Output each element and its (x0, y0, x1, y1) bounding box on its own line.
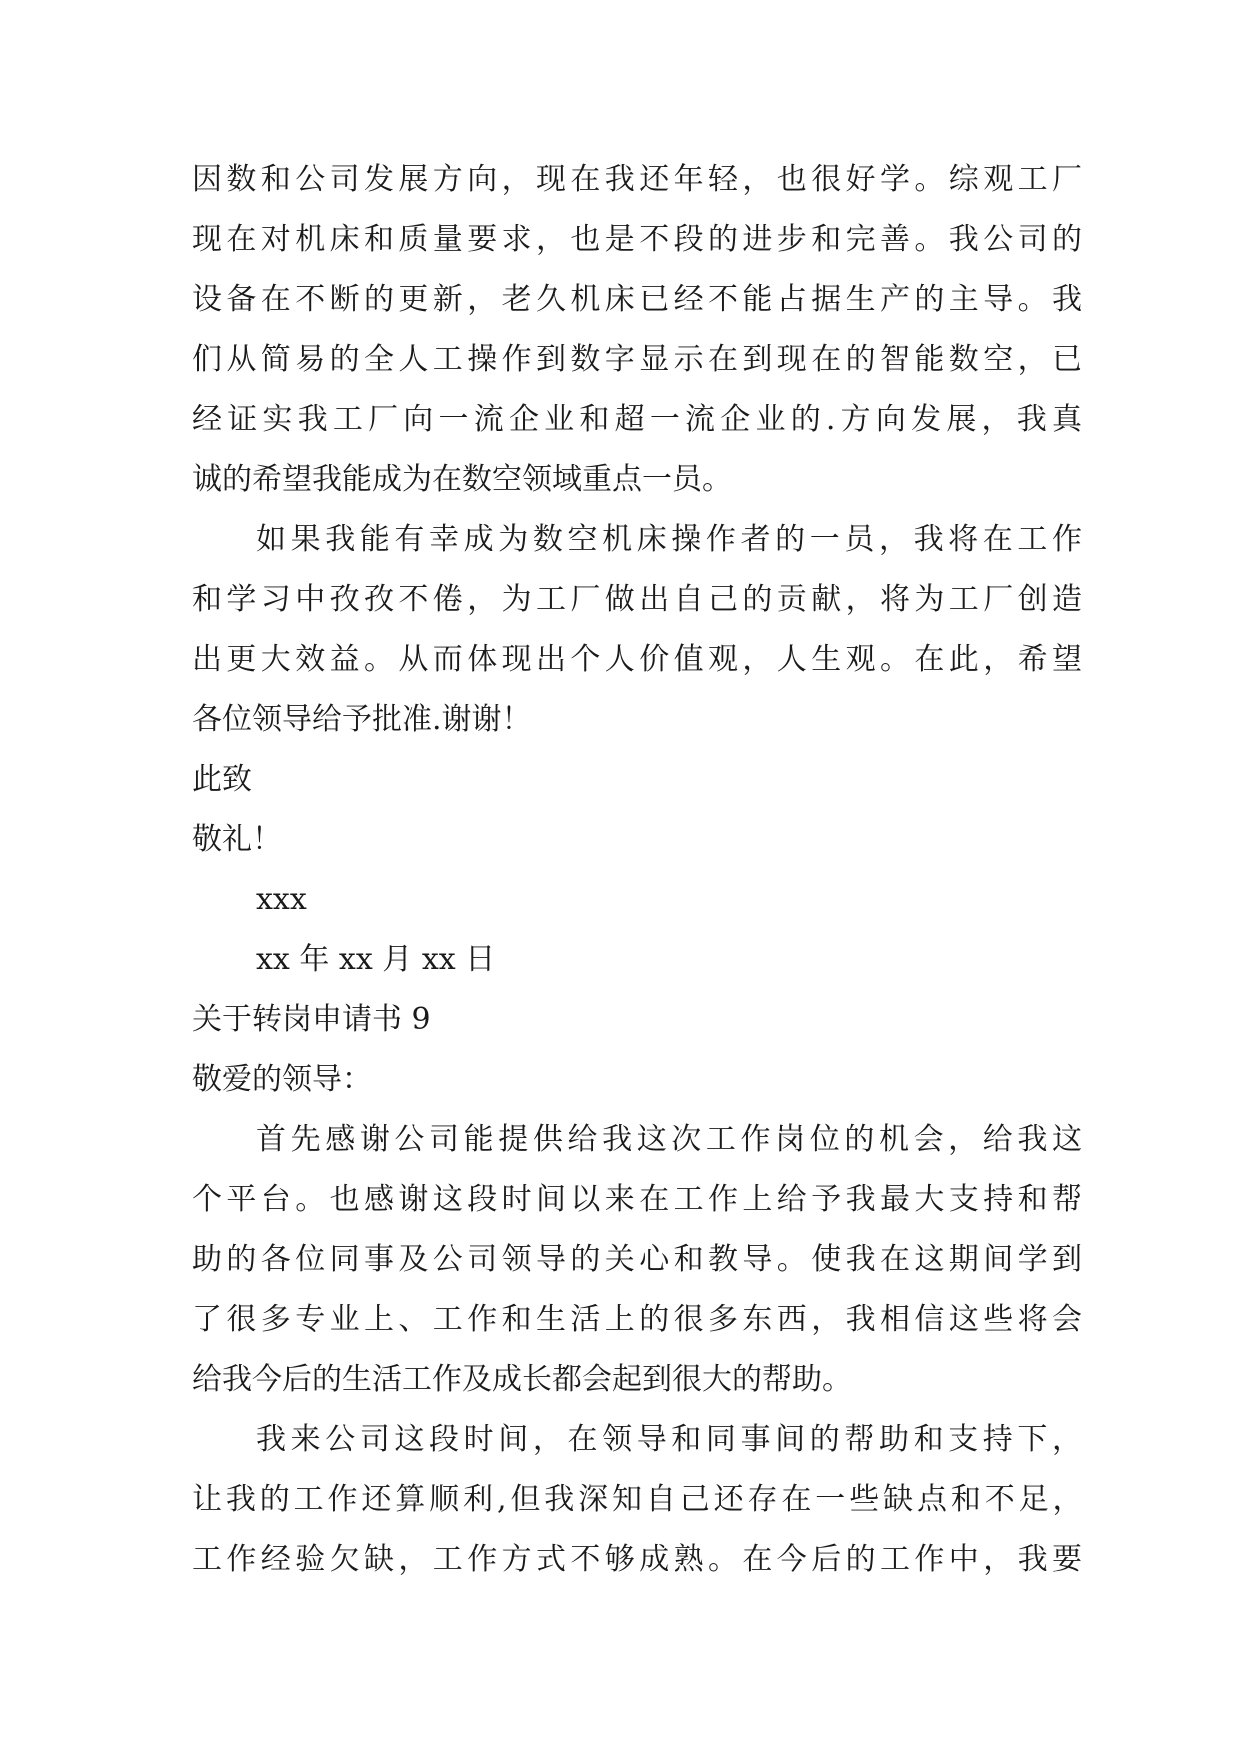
text-line: 了很多专业上、工作和生活上的很多东西，我相信这些将会 (192, 1302, 1082, 1337)
closing-regards: 敬礼！ (192, 822, 282, 857)
text-line: 设备在不断的更新，老久机床已经不能占据生产的主导。我 (192, 282, 1082, 317)
text-line: 工作经验欠缺，工作方式不够成熟。在今后的工作中，我要 (192, 1542, 1082, 1577)
text-line: 因数和公司发展方向，现在我还年轻，也很好学。综观工厂 (192, 162, 1082, 197)
text-line: 出更大效益。从而体现出个人价值观，人生观。在此，希望 (192, 642, 1082, 677)
text-line: 个平台。也感谢这段时间以来在工作上给予我最大支持和帮 (192, 1182, 1082, 1217)
text-line: 们从简易的全人工操作到数字显示在到现在的智能数空，已 (192, 342, 1082, 377)
paragraph-first-line: 如果我能有幸成为数空机床操作者的一员，我将在工作 (256, 522, 1082, 557)
text-line: 经证实我工厂向一流企业和超一流企业的.方向发展，我真 (192, 402, 1082, 437)
text-line: 助的各位同事及公司领导的关心和教导。使我在这期间学到 (192, 1242, 1082, 1277)
section-title: 关于转岗申请书 9 (192, 1002, 431, 1037)
text-line: 给我今后的生活工作及成长都会起到很大的帮助。 (192, 1362, 852, 1397)
text-line: 现在对机床和质量要求，也是不段的进步和完善。我公司的 (192, 222, 1082, 257)
paragraph-first-line: 我来公司这段时间，在领导和同事间的帮助和支持下， (256, 1422, 1082, 1457)
signature-name: xxx (256, 882, 307, 917)
text-line: 诚的希望我能成为在数空领域重点一员。 (192, 462, 732, 497)
greeting: 敬爱的领导： (192, 1062, 372, 1097)
signature-date: xx 年 xx 月 xx 日 (256, 942, 496, 977)
paragraph-first-line: 首先感谢公司能提供给我这次工作岗位的机会，给我这 (256, 1122, 1082, 1157)
text-line: 和学习中孜孜不倦，为工厂做出自己的贡献，将为工厂创造 (192, 582, 1082, 617)
closing-salutation: 此致 (192, 762, 252, 797)
text-line: 让我的工作还算顺利,但我深知自己还存在一些缺点和不足， (192, 1482, 1082, 1517)
text-line: 各位领导给予批准.谢谢！ (192, 702, 532, 737)
